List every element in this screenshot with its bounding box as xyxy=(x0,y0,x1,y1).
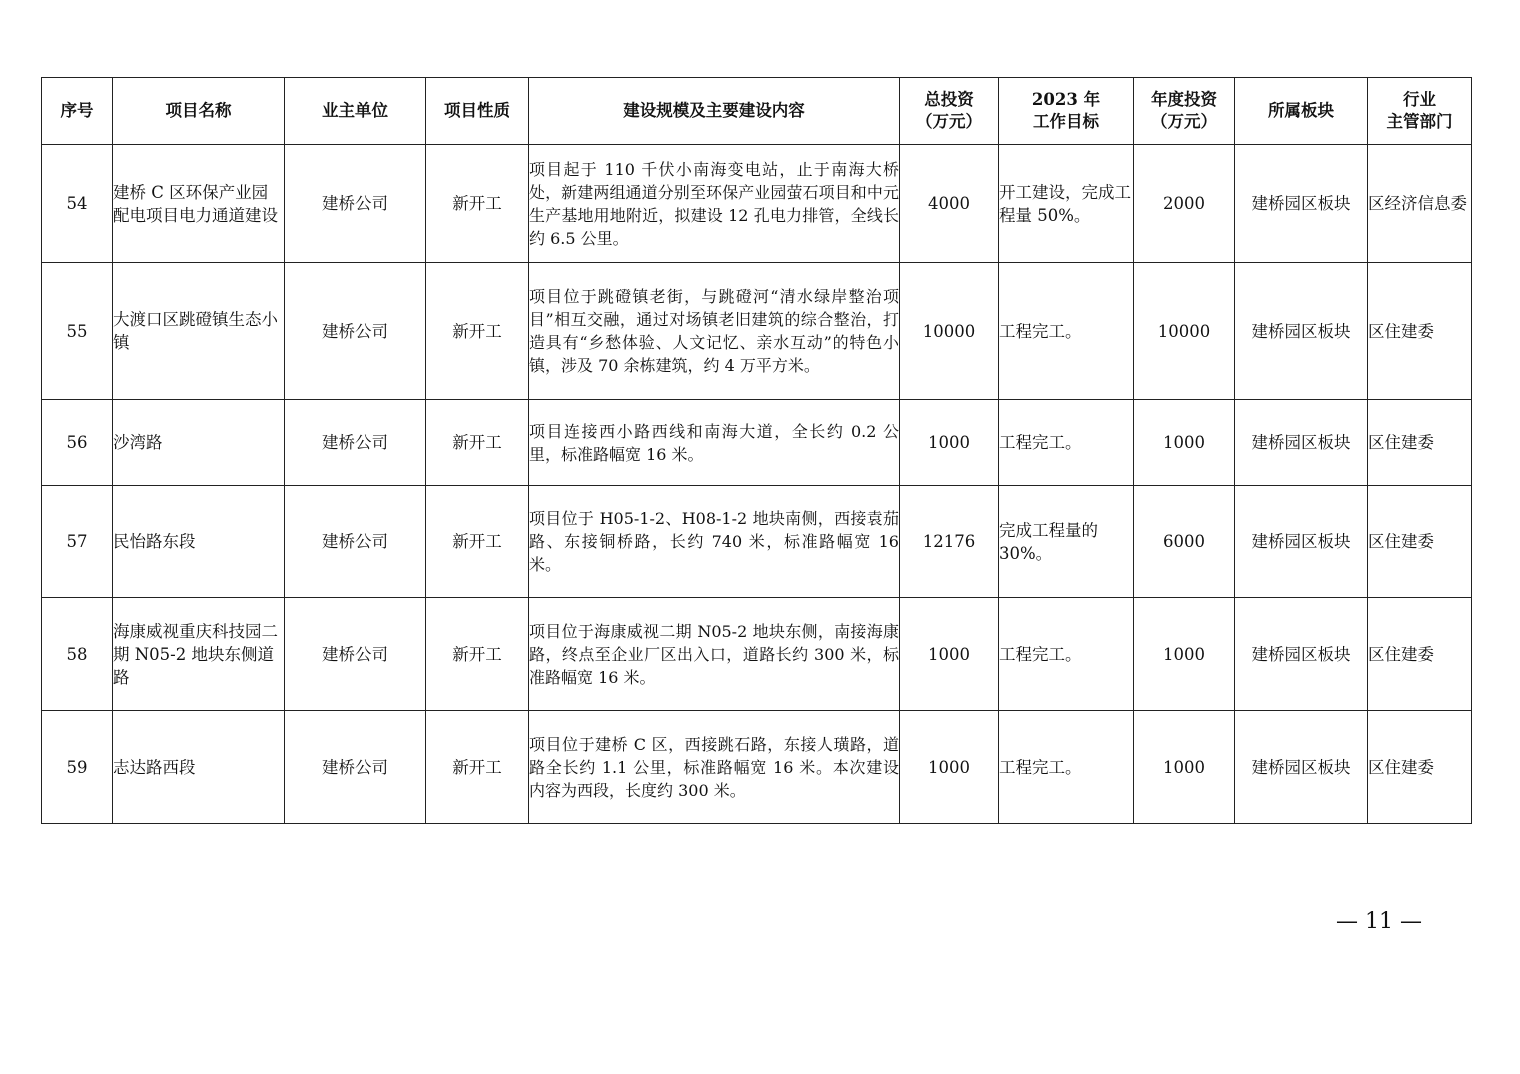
cell-nature: 新开工 xyxy=(426,711,529,824)
header-owner: 业主单位 xyxy=(285,78,426,145)
cell-owner: 建桥公司 xyxy=(285,711,426,824)
header-dept-line2: 主管部门 xyxy=(1386,112,1453,131)
cell-dept: 区住建委 xyxy=(1368,263,1472,400)
cell-scope: 项目连接西小路西线和南海大道，全长约 0.2 公里，标准路幅宽 16 米。 xyxy=(529,400,900,486)
cell-total: 1000 xyxy=(900,400,999,486)
cell-goal: 工程完工。 xyxy=(999,263,1134,400)
cell-total: 1000 xyxy=(900,711,999,824)
cell-nature: 新开工 xyxy=(426,598,529,711)
cell-total: 12176 xyxy=(900,486,999,598)
cell-sector: 建桥园区板块 xyxy=(1235,263,1368,400)
cell-seq: 56 xyxy=(42,400,113,486)
cell-seq: 59 xyxy=(42,711,113,824)
cell-dept: 区住建委 xyxy=(1368,711,1472,824)
cell-nature: 新开工 xyxy=(426,486,529,598)
table-row xyxy=(42,263,1472,400)
cell-scope: 项目位于海康威视二期 N05-2 地块东侧，南接海康路，终点至企业厂区出入口，道路长约 300 米，标准路幅宽 16 米。 xyxy=(529,598,900,711)
header-goal xyxy=(999,78,1134,145)
cell-sector: 建桥园区板块 xyxy=(1235,145,1368,263)
cell-annual: 2000 xyxy=(1134,145,1235,263)
cell-goal: 工程完工。 xyxy=(999,598,1134,711)
header-total-line1: 总投资 xyxy=(924,90,974,109)
table-header-row xyxy=(42,78,1472,145)
project-table xyxy=(41,77,1472,824)
cell-sector: 建桥园区板块 xyxy=(1235,711,1368,824)
cell-owner: 建桥公司 xyxy=(285,598,426,711)
cell-annual: 1000 xyxy=(1134,598,1235,711)
cell-scope: 项目位于建桥 C 区，西接跳石路，东接人璜路，道路全长约 1.1 公里，标准路幅宽 16 米。本次建设内容为西段，长度约 300 米。 xyxy=(529,711,900,824)
cell-nature: 新开工 xyxy=(426,400,529,486)
cell-sector: 建桥园区板块 xyxy=(1235,486,1368,598)
header-name: 项目名称 xyxy=(113,78,285,145)
cell-scope: 项目位于跳磴镇老街，与跳磴河“清水绿岸整治项目”相互交融，通过对场镇老旧建筑的综合整治，打造具有“乡愁体验、人文记忆、亲水互动”的特色小镇，涉及 70 余栋建筑，约 4 万平方米。 xyxy=(529,263,900,400)
cell-sector: 建桥园区板块 xyxy=(1235,598,1368,711)
header-annual-line2: （万元） xyxy=(1151,112,1217,131)
cell-seq: 57 xyxy=(42,486,113,598)
cell-name: 沙湾路 xyxy=(113,400,285,486)
page-number: — 11 — xyxy=(1336,909,1422,934)
header-annual-investment xyxy=(1134,78,1235,145)
cell-scope: 项目位于 H05-1-2、H08-1-2 地块南侧，西接袁茄路、东接铜桥路，长约 740 米，标准路幅宽 16 米。 xyxy=(529,486,900,598)
cell-goal: 工程完工。 xyxy=(999,400,1134,486)
cell-name: 志达路西段 xyxy=(113,711,285,824)
cell-sector: 建桥园区板块 xyxy=(1235,400,1368,486)
cell-dept: 区经济信息委 xyxy=(1368,145,1472,263)
cell-goal: 完成工程量的 30%。 xyxy=(999,486,1134,598)
cell-owner: 建桥公司 xyxy=(285,263,426,400)
header-goal-line2: 工作目标 xyxy=(1033,112,1099,131)
cell-name: 建桥 C 区环保产业园配电项目电力通道建设 xyxy=(113,145,285,263)
header-dept-line1: 行业 xyxy=(1403,90,1436,109)
cell-seq: 58 xyxy=(42,598,113,711)
cell-owner: 建桥公司 xyxy=(285,486,426,598)
header-annual-line1: 年度投资 xyxy=(1151,90,1217,109)
table-row xyxy=(42,145,1472,263)
cell-total: 1000 xyxy=(900,598,999,711)
table-row xyxy=(42,598,1472,711)
header-total-investment xyxy=(900,78,999,145)
cell-name: 海康威视重庆科技园二期 N05-2 地块东侧道路 xyxy=(113,598,285,711)
cell-total: 10000 xyxy=(900,263,999,400)
header-dept xyxy=(1368,78,1472,145)
table-row xyxy=(42,711,1472,824)
table-row xyxy=(42,486,1472,598)
header-total-line2: （万元） xyxy=(916,112,982,131)
cell-nature: 新开工 xyxy=(426,263,529,400)
header-sector: 所属板块 xyxy=(1235,78,1368,145)
header-seq: 序号 xyxy=(42,78,113,145)
cell-seq: 54 xyxy=(42,145,113,263)
cell-name: 民怡路东段 xyxy=(113,486,285,598)
header-goal-line1: 2023 年 xyxy=(1031,90,1101,109)
table-row xyxy=(42,400,1472,486)
cell-dept: 区住建委 xyxy=(1368,486,1472,598)
cell-annual: 1000 xyxy=(1134,711,1235,824)
cell-seq: 55 xyxy=(42,263,113,400)
cell-name: 大渡口区跳磴镇生态小镇 xyxy=(113,263,285,400)
cell-goal: 开工建设，完成工程量 50%。 xyxy=(999,145,1134,263)
cell-goal: 工程完工。 xyxy=(999,711,1134,824)
cell-dept: 区住建委 xyxy=(1368,400,1472,486)
cell-nature: 新开工 xyxy=(426,145,529,263)
header-nature: 项目性质 xyxy=(426,78,529,145)
cell-annual: 1000 xyxy=(1134,400,1235,486)
cell-owner: 建桥公司 xyxy=(285,145,426,263)
header-scope: 建设规模及主要建设内容 xyxy=(529,78,900,145)
cell-owner: 建桥公司 xyxy=(285,400,426,486)
cell-total: 4000 xyxy=(900,145,999,263)
cell-scope: 项目起于 110 千伏小南海变电站，止于南海大桥处，新建两组通道分别至环保产业园萤石项目和中元生产基地用地附近，拟建设 12 孔电力排管，全线长约 6.5 公里。 xyxy=(529,145,900,263)
cell-dept: 区住建委 xyxy=(1368,598,1472,711)
cell-annual: 6000 xyxy=(1134,486,1235,598)
cell-annual: 10000 xyxy=(1134,263,1235,400)
